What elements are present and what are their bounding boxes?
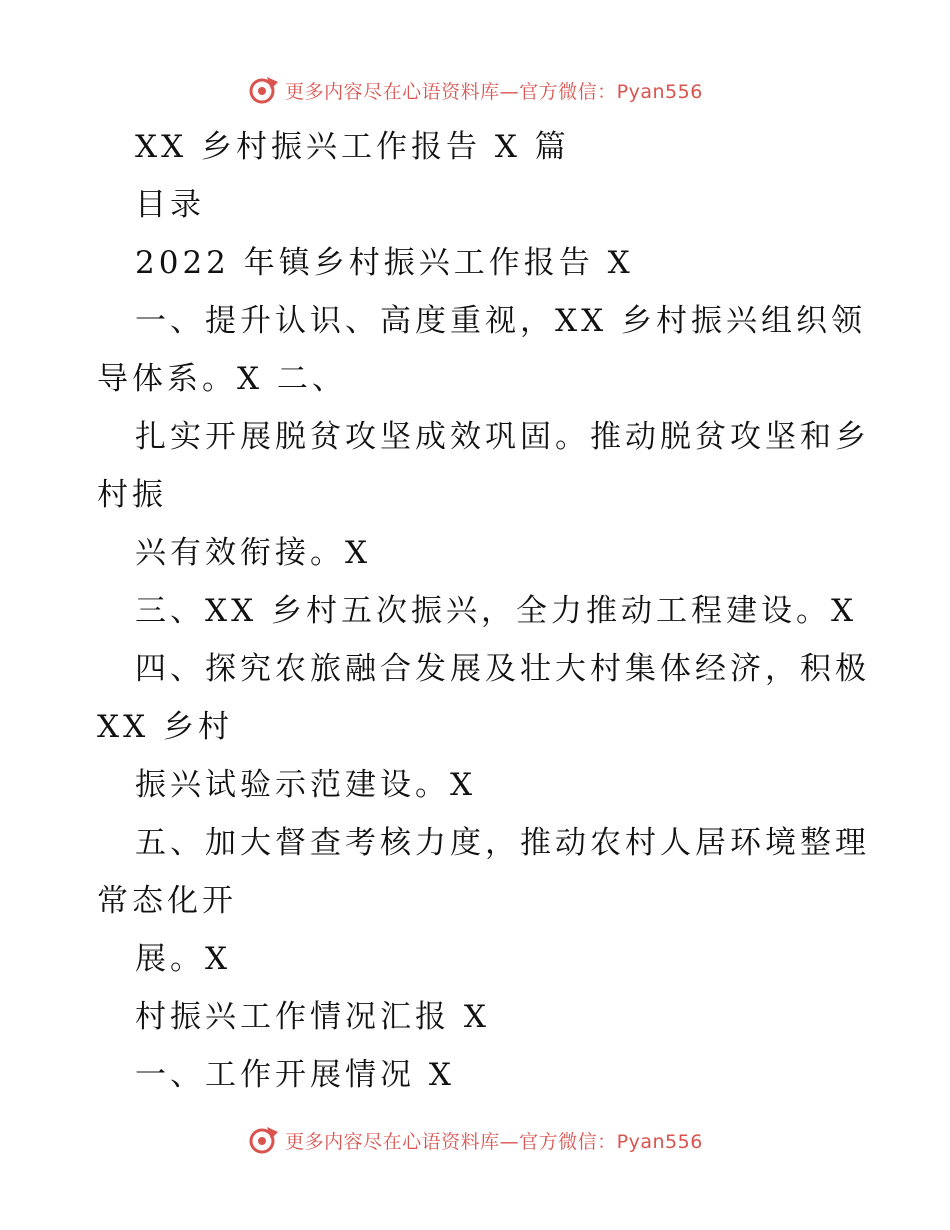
toc-line: 导体系。X 二、 (97, 361, 347, 397)
toc-line: 常态化开 (97, 883, 237, 919)
watermark-logo-icon (247, 73, 281, 107)
watermark-banner-top (0, 70, 950, 110)
toc-line: 村振兴工作情况汇报 X (135, 999, 490, 1035)
doc-title: XX 乡村振兴工作报告 X 篇 (135, 129, 570, 165)
toc-line: 村振 (97, 477, 167, 513)
toc-line: XX 乡村 (97, 709, 233, 745)
toc-line: 扎实开展脱贫攻坚成效巩固。推动脱贫攻坚和乡 (135, 419, 870, 455)
watermark-banner-bottom (0, 1120, 950, 1160)
toc-line: 三、XX 乡村五次振兴，全力推动工程建设。X (135, 593, 858, 629)
toc-line: 四、探究农旅融合发展及壮大村集体经济，积极 (135, 651, 870, 687)
toc-line: 2022 年镇乡村振兴工作报告 X (135, 245, 634, 281)
toc-line: 一、提升认识、高度重视，XX 乡村振兴组织领 (135, 303, 866, 339)
toc-line: 振兴试验示范建设。X (135, 767, 477, 803)
toc-line: 五、加大督查考核力度，推动农村人居环境整理 (135, 825, 870, 861)
watermark-text-bottom: 更多内容尽在心语资料库—官方微信：Pyan556 (285, 1130, 703, 1153)
toc-line: 展。X (135, 941, 232, 977)
watermark-logo-icon (247, 1123, 281, 1157)
toc-line: 兴有效衔接。X (135, 535, 372, 571)
toc-heading: 目录 (135, 187, 205, 223)
document-body (0, 118, 950, 1104)
watermark-text-top: 更多内容尽在心语资料库—官方微信：Pyan556 (285, 80, 703, 103)
toc-line: 一、工作开展情况 X (135, 1057, 455, 1093)
